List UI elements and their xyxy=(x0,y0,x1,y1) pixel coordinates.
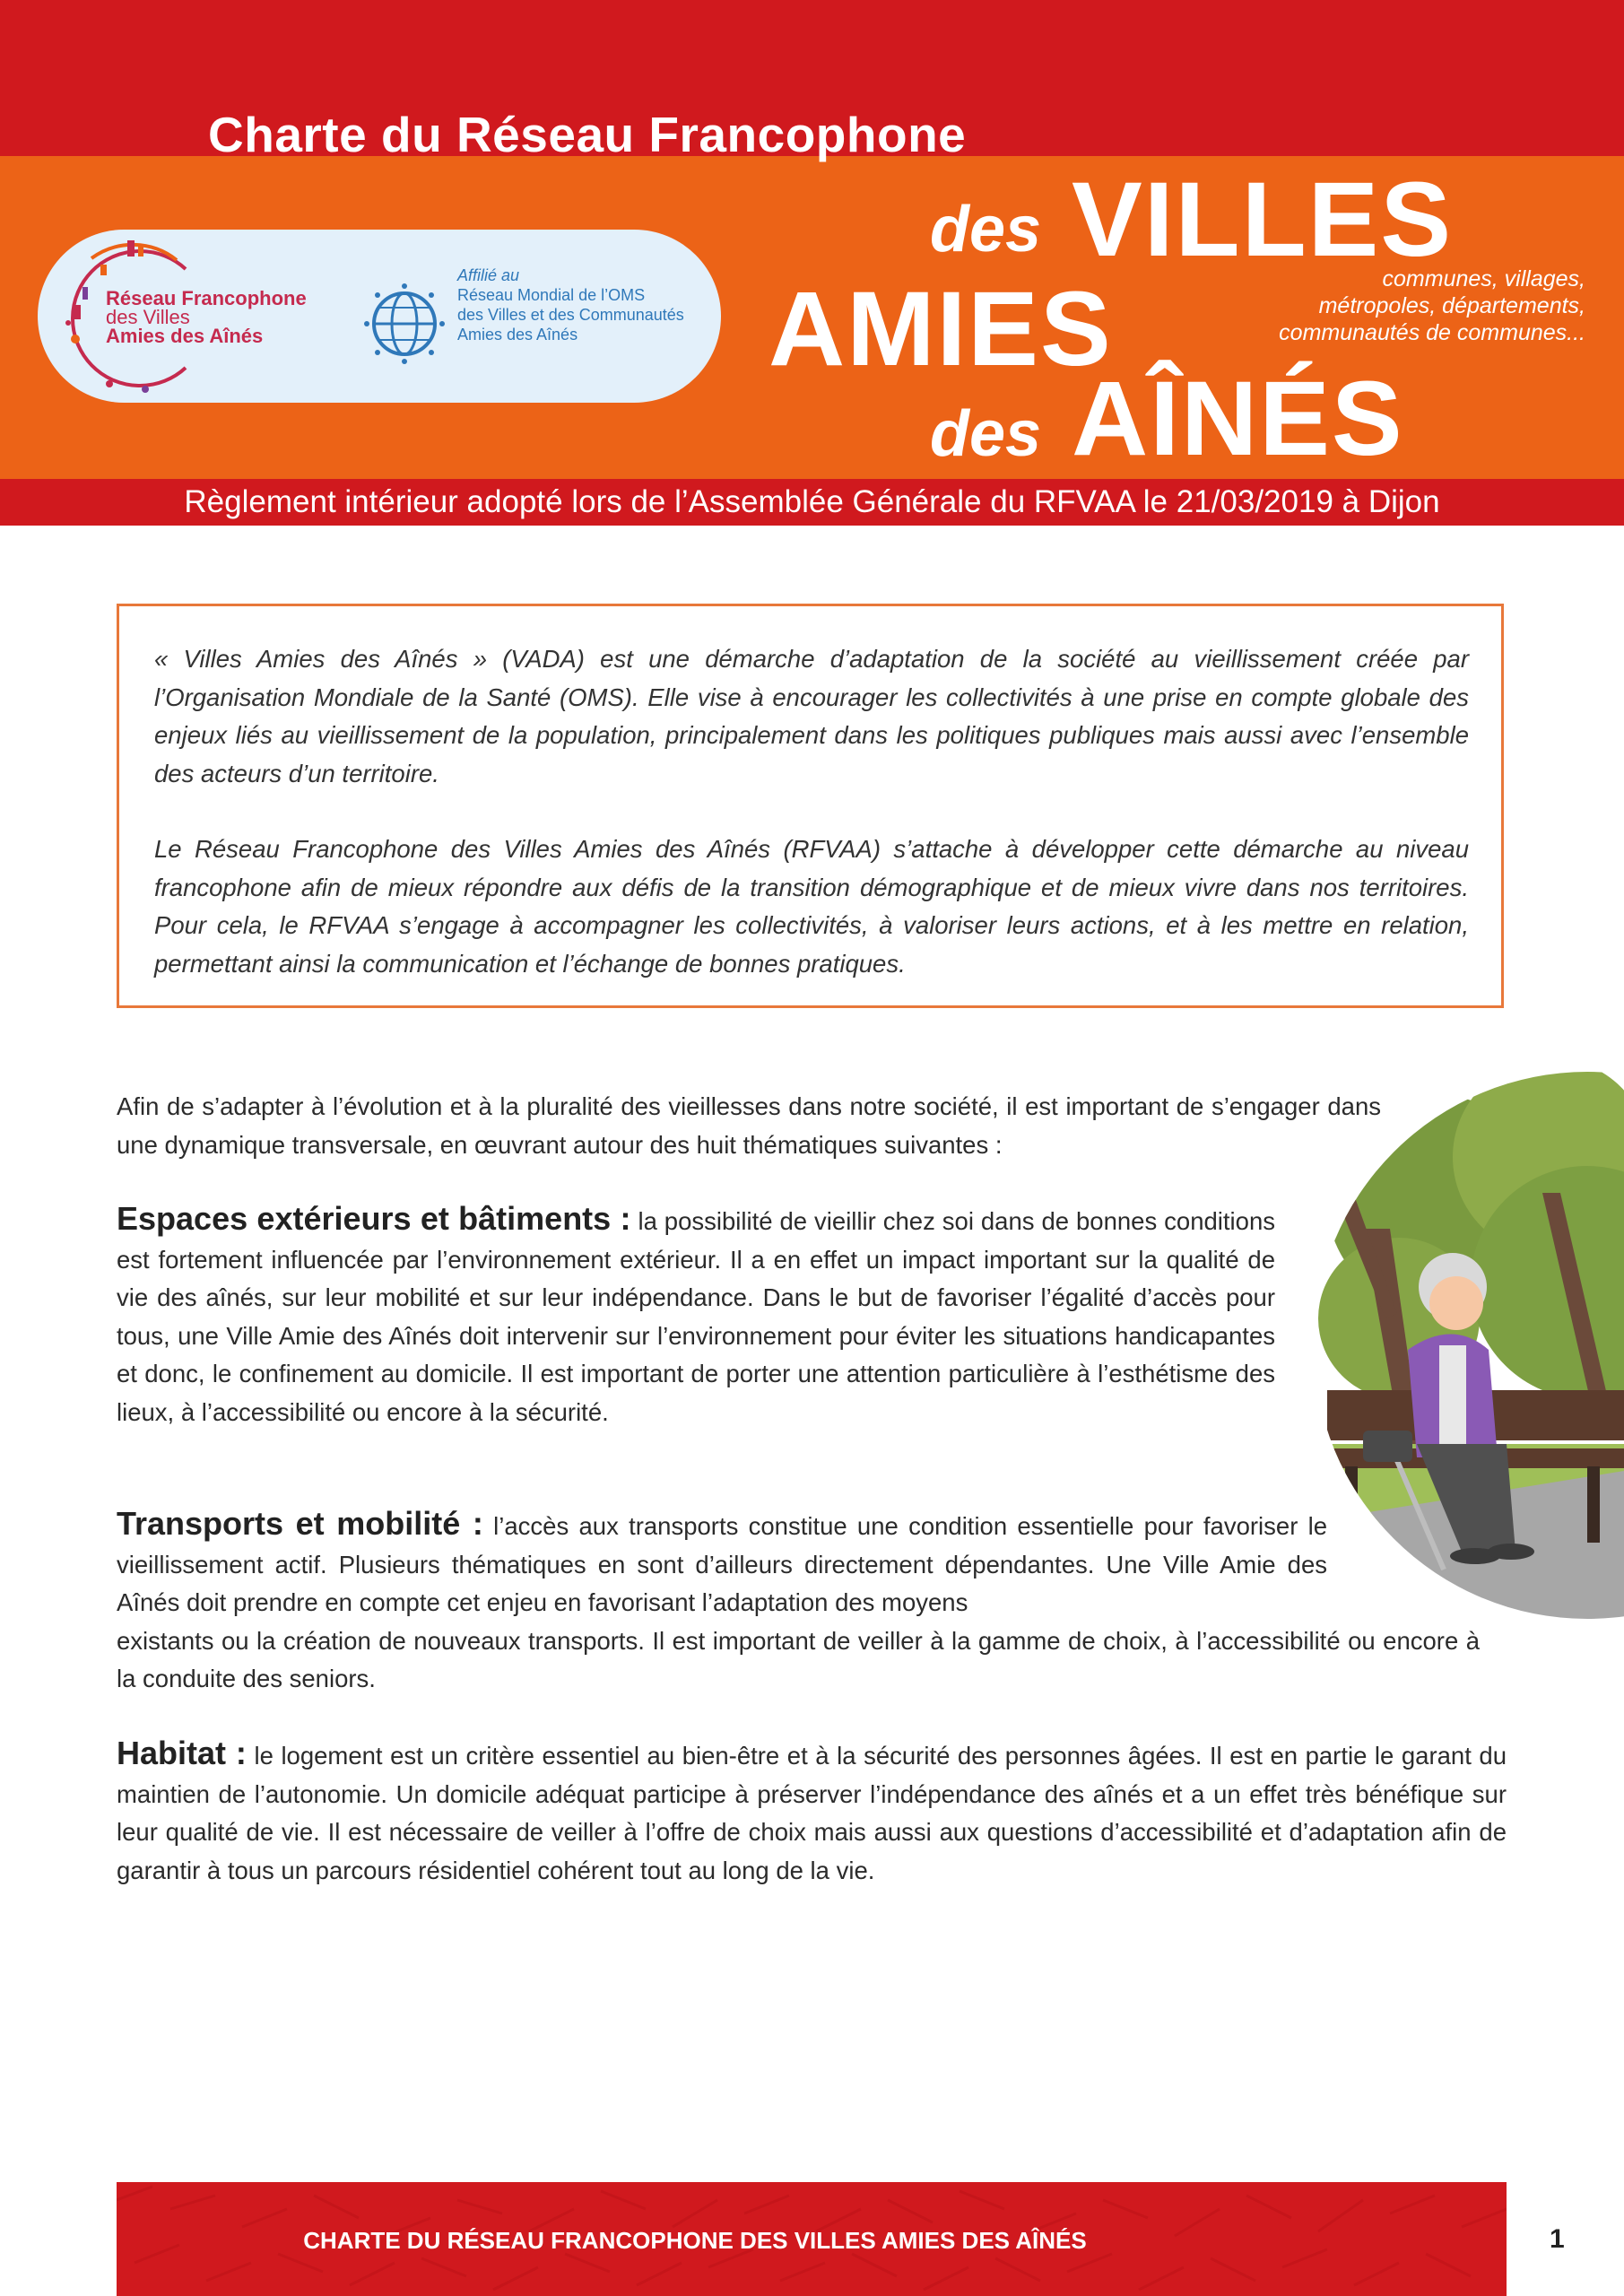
section-heading: Espaces extérieurs et bâtiments : xyxy=(117,1200,631,1237)
section-habitat xyxy=(117,1735,1507,1890)
section-transports xyxy=(117,1505,1480,1699)
logo-line-3: Amies des Aînés xyxy=(106,325,264,347)
affiliated-line-3: Amies des Aînés xyxy=(457,326,578,344)
section-text: la possibilité de vieillir chez soi dans de bonnes conditions est fortement influencée par l’environnement extérieur. Il a en effet un impact important sur la qualité de vie des aînés, sur leur mobilité et sur leur indépendance. Dans le but de favoriser l’égalité d’accès pour tous, une Ville Amie des Aînés doit intervenir sur l’environnement pour éviter les situations handicapantes et donc, le confinement au domicile. Il est important de porter une attention particulière à l’esthétisme des lieux, à l’accessibilité ou encore à la sécurité. xyxy=(117,1207,1276,1426)
logo-line-1: Réseau Francophone xyxy=(106,287,307,309)
page-number: 1 xyxy=(1550,2224,1565,2254)
rfvaa-logo-text xyxy=(106,289,307,345)
section-text: l’accès aux transports constitue une condition essentielle pour favoriser le vieillissement actif. Plusieurs thématiques en sont d’ailleurs directement dépendantes. Une Ville Amie des Aînés doit prendre en compte cet enjeu en favorisant l’adaptation des moyens xyxy=(117,1512,1328,1616)
section-text-continued: existants ou la création de nouveaux transports. Il est important de veiller à la gamme de choix, à l’accessibilité ou encore à la conduite des seniors. xyxy=(117,1626,1480,1692)
afin-paragraph: Afin de s’adapter à l’évolution et à la pluralité des vieillesses dans notre société, il est important de s’engager dans une dynamique transversale, en œuvrant autour des huit thématiques suivantes : xyxy=(117,1092,1381,1159)
hero-des-1: des xyxy=(930,194,1042,265)
hero-amies: AMIES xyxy=(769,270,1113,388)
hero-villes: VILLES xyxy=(1072,161,1454,279)
intro-paragraph-2: Le Réseau Francophone des Villes Amies des Aînés (RFVAA) s’attache à développer cette démarche au niveau francophone afin de mieux répondre aux défis de la transition démographique et de mieux vivre dans nos territoires. Pour cela, le RFVAA s’engage à accompagner les collectivités, à valoriser leurs actions, et à les mettre en relation, permettant ainsi la communication et l’échange de bonnes pratiques. xyxy=(154,835,1469,978)
communes-line: communes, villages, xyxy=(1382,266,1585,291)
section-heading: Habitat : xyxy=(117,1735,247,1771)
communes-line: communautés de communes... xyxy=(1279,320,1585,345)
communes-line: métropoles, départements, xyxy=(1318,293,1585,318)
who-globe-icon xyxy=(363,283,446,365)
affiliated-line-2: des Villes et des Communautés xyxy=(457,306,684,324)
charter-title: Charte du Réseau Francophone xyxy=(208,107,967,162)
section-espaces-exterieurs xyxy=(117,1200,1275,1431)
affiliated-line-1: Réseau Mondial de l’OMS xyxy=(457,286,646,304)
logo-line-2: des Villes xyxy=(106,306,190,328)
section-text: le logement est un critère essentiel au bien-être et à la sécurité des personnes âgées. Il est en partie le garant du maintien de l’autonomie. Un domicile adéquat participe à préserver l’indépendance des aînés et a un effet très bénéfique sur leur qualité de vie. Il est nécessaire de veiller à l’offre de choix mais aussi aux questions d’accessibilité et d’adaptation afin de garantir à tous un parcours résidentiel cohérent tout au long de la vie. xyxy=(117,1742,1507,1884)
hero-des-2: des xyxy=(930,398,1042,470)
footer-charter-text: CHARTE DU RÉSEAU FRANCOPHONE DES VILLES AMIES DES AÎNÉS xyxy=(303,2227,1087,2254)
communes-note xyxy=(1202,265,1585,346)
hero-aines: AÎNÉS xyxy=(1072,360,1404,478)
reglement-subtitle: Règlement intérieur adopté lors de l’Assemblée Générale du RFVAA le 21/03/2019 à Dijon xyxy=(184,484,1440,519)
affiliation-text xyxy=(457,265,684,344)
elderly-woman-park-illustration xyxy=(1291,1049,1624,1623)
affiliated-label: Affilié au xyxy=(457,266,520,284)
intro-paragraph-1: « Villes Amies des Aînés » (VADA) est une démarche d’adaptation de la société au vieillissement créée par l’Organisation Mondiale de la Santé (OMS). Elle vise à encourager les collectivités à une prise en compte globale des enjeux liés au vieillissement de la population, principalement dans les politiques publiques mais aussi avec l’ensemble des acteurs d’un territoire. xyxy=(154,645,1469,787)
section-heading: Transports et mobilité : xyxy=(117,1505,483,1542)
